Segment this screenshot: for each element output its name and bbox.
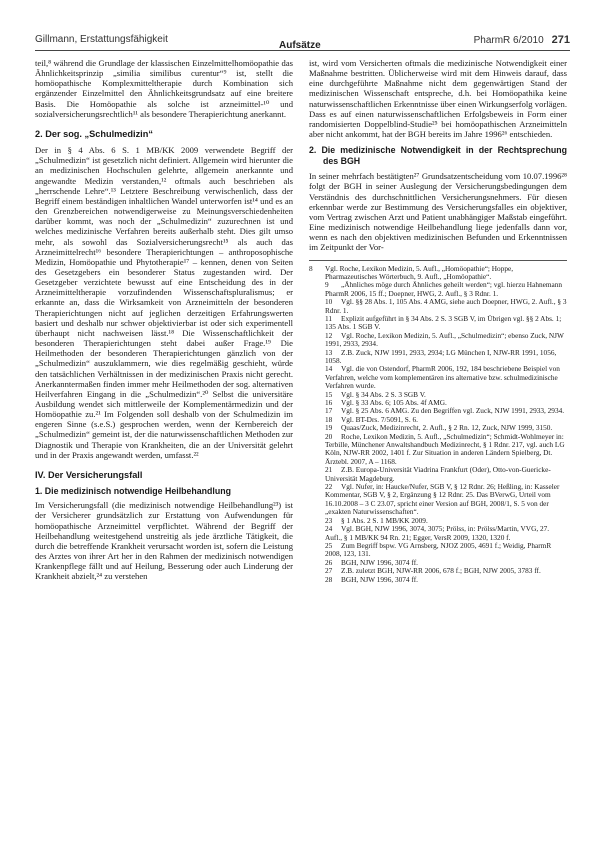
paragraph: ist, wird vom Versicherten oftmals die medizinische Notwendigkeit einer Maßnahme bestritten. Üblicherweise wird mit dem Hinweis darauf, dass eine durchgeführte Maßnahme nicht dem gegenwärtigen Stand der medizinischen Wissenschaft entspreche, d.h. bei Homöopathika keine naturwissenschaftlichen Erkenntnisse über einen Wirkungserfolg vorlägen. Dass es auf einen naturwissenschaftlichen Erfolgsbeweis in Form einer randomisierten Doppelblind-Studie²⁵ bei homöopathischen Arzneimitteln aber nicht ankommt, hat der BGH bereits im Jahre 1996²⁶ entschieden. [309, 58, 567, 140]
footnote [309, 281, 567, 298]
footnote-text: „Ähnliches möge durch Ähnliches geheilt werden“; vgl. hierzu Hahnemann PharmR 2006, 15 ff.; Doepner, HWG, 2. Aufl., § 3 Rdnr. 1. [325, 280, 563, 298]
footnote-number: 16 [325, 398, 333, 407]
footnote [309, 466, 567, 483]
footnote-number: 23 [325, 515, 333, 525]
footnote-number: 17 [325, 406, 333, 416]
footnote [309, 265, 567, 282]
footnote [309, 433, 567, 467]
footnotes [309, 265, 567, 584]
paragraph: In seiner mehrfach bestätigten²⁷ Grundsatzentscheidung vom 10.07.1996²⁸ folgt der BGH in seiner Auslegung der Versicherungsbedingungen dem Verständnis des durchschnittlichen Versicherungsnehmers. Für diesen erkennbar werde zur Bestimmung des Versicherungsfalles ein objektiver, vom Vertrag zwischen Arzt und Patient unabhängiger Maßstab eingeführt. Eine medizinisch notwendige Heilbehandlung liege jedenfalls dann vor, wenn es nach den objektiven medizinischen Befunden und Erkenntnissen im Zeitpunkt der Vor- [309, 171, 567, 253]
paragraph: Im Versicherungsfall (die medizinisch notwendige Heilbehandlung²³) ist der Versicherer grundsätzlich zur Erstattung von Aufwendungen für homöopathische Arzneimittel verpflichtet. Während der Begriff der Heilbehandlung weitestgehend unstreitig als jede ärztliche Tätigkeit, die durch die betreffende Krankheit verursacht worden ist, sofern die Leistung des Arztes von ihrer Art her in den Rahmen der medizinisch notwendigen Krankenpflege fällt und auf Heilung, Besserung oder auch Linderung der Krankheit abzielt,²⁴ zu verstehen [35, 500, 293, 582]
footnote-text: Vgl. § 25 Abs. 6 AMG. Zu den Begriffen vgl. Zuck, NJW 1991, 2933, 2934. [341, 406, 565, 416]
journal-citation [474, 34, 570, 46]
subsection-heading: 1. Die medizinisch notwendige Heilbehandlung [35, 486, 231, 497]
footnote-number: 27 [325, 566, 333, 576]
footnote-text: Vgl. § 33 Abs. 6; 105 Abs. 4f AMG. [341, 398, 447, 407]
footnote [309, 542, 567, 559]
footnote-number: 24 [325, 524, 333, 534]
footnote-text: Vgl. BGH, NJW 1996, 3074, 3075; Prölss, in: Prölss/Martin, VVG, 27. Aufl., § 1 MB/KK 94 Rn. 21; Egger, VersR 2009, 1320, 1320 f. [325, 524, 550, 542]
footnote-text: Vgl. Nufer, in: Haucke/Nufer, SGB V, § 12 Rdnr. 26; Heßling, in: Kasseler Kommentar, SGB V, § 2, Ergänzung § 12 Rdnr. 25. Das BVerwG, Urteil vom 16.10.2008 – 3 C 23.07, spricht einer Version auf BGH, 2008/1, S. 5 von der „exakten Naturwissenschaften“. [325, 482, 560, 517]
footnote-number: 25 [325, 540, 333, 550]
footnote-text: Vgl. BT-Drs. 7/5091, S. 6. [341, 414, 418, 424]
running-header [35, 32, 570, 52]
footnote-number: 8 [309, 263, 313, 273]
footnote-text: Vgl. §§ 28 Abs. 1, 105 Abs. 4 AMG, siehe auch Doepner, HWG, 2. Aufl., § 3 Rdnr. 1. [325, 297, 567, 315]
section-heading: 2. Der sog. „Schulmedizin“ [35, 128, 153, 139]
right-column [309, 58, 567, 584]
footnote [309, 576, 567, 584]
footnote-text: Roche, Lexikon Medizin, 5. Aufl., „Schulmedizin“; Schmidt-Wohlmeyer in: Terbille, Münchener Anwaltshandbuch Medizinrecht, § 1 Rdnr. 217, vgl. auch LG Köln, NJW-RR 2002, 1401 f. Zur Situation in anderen Ländern Spielberg, Dt. Ärztebl. 2007, A – 1168. [325, 431, 565, 466]
section-label: Aufsätze [279, 40, 321, 51]
running-header-author: Gillmann, Erstattungsfähigkeit [35, 34, 168, 45]
footnote [309, 332, 567, 349]
footnote [309, 365, 567, 390]
subsection-heading: 2. Die medizinische Notwendigkeit in der Rechtsprechung des BGH [309, 145, 567, 167]
footnote-text: Vgl. Roche, Lexikon Medizin, 5. Aufl., „Schulmedizin“; ebenso Zuck, NJW 1991, 2933, 2934. [325, 330, 564, 349]
footnote-number: 15 [325, 389, 333, 399]
footnote-number: 26 [325, 557, 333, 567]
footnote-number: 11 [325, 313, 333, 323]
footnote [309, 315, 567, 332]
footnote [309, 483, 567, 517]
footnote-text: Vgl. § 34 Abs. 2 S. 3 SGB V. [341, 389, 426, 399]
paragraph: Der in § 4 Abs. 6 S. 1 MB/KK 2009 verwendete Begriff der „Schulmedizin“ ist gesetzlich nicht definiert. Allgemein wird hierunter die an medizinischen Hochschulen gelehrte, allgemein anerkannte und angewandte Medizin verstanden,¹² oftmals auch beschrieben als „herrschende Lehre“.¹³ Letztere Beschreibung verwischenlich, dass der Begriff einem beständigen inhaltlichen Wandel unterworfen ist¹⁴ und es an den Grenzbereichen notwendigerweise zu Meinungsverschiedenheiten darüber kommt, was noch der „Schulmedizin“ zuzurechnen ist und welches medizinische Verfahren bereits außerhalb steht. Dies gilt umso mehr, als sowohl das Sozialversicherungsrecht¹⁵ als auch das Arzneimittelrecht¹⁶ besondere Therapierichtungen – anthroposophische Medizin, Homöopathie und Phytotherapie¹⁷ – kennen, denen von Seiten des Gesetzgebers ein besonderer Status zugestanden wird. Der Gesetzgeber verzichtete bewusst auf eine Entscheidung des in der Arzneimitteltherapie vorzufindenden Wissenschaftspluralismus; er erkannte an, dass die Wirksamkeit von Arzneimitteln der besonderen Therapierichtungen nicht auf jeglichen derzeitigen Erfahrungswerten basiert und deshalb nur schwer objektivierbar ist oder sich experimentell überhaupt nicht nachweisen lässt.¹⁸ Die Wissenschaftlichkeit der besonderen Therapierichtungen steht dabei außer Frage.¹⁹ Die Heilmethoden der besonderen Therapierichtungen gänzlich von der „Schulmedizin“ auszuklammern, wie dies regelmäßig geschieht, würde den tatsächlichen Verhältnissen in der medizinischen Praxis nicht gerecht. Anerkanntermaßen finden immer mehr Heilmethoden der sog. alternativen Heilverfahren Eingang in die „Schulmedizin“.²⁰ Selbst die universitäre Ausbildung wendet sich mittlerweile der Komplementärmedizin und der Homöopathie zu.²¹ Im Folgenden soll deshalb von der Schulmedizin im engeren Sinne (s.e.S.) gesprochen werden, wenn der Kernbereich der „Schulmedizin“ gemeint ist, der die naturwissenschaftlichen Methoden zur Diagnostik und Therapie von Krankheiten, die an der Universität gelehrt und in der Praxis angewandt werden, umfasst.²² [35, 145, 293, 460]
left-column [35, 58, 293, 582]
footnote-text: Z.B. zuletzt BGH, NJW-RR 2006, 678 f.; BGH, NJW 2005, 3783 ff. [341, 566, 541, 576]
footnote-number: 20 [325, 431, 333, 441]
header-rule [35, 50, 570, 51]
footnote-text: Z.B. Europa-Universität Viadrina Frankfurt (Oder), Otto-von-Guericke-Universität Magdeburg. [325, 465, 551, 483]
footnote-text: BGH, NJW 1996, 3074 ff. [341, 574, 418, 584]
footnote [309, 298, 567, 315]
footnote-text: Quaas/Zuck, Medizinrecht, 2. Aufl., § 2 Rn. 12, Zuck, NJW 1999, 3150. [341, 423, 553, 433]
footnote-text: Vgl. Roche, Lexikon Medizin, 5. Aufl., „Homöopathie“; Hoppe, Pharmazeutisches Wörterbuch, 9. Aufl., „Homöopathie“. [325, 263, 514, 281]
footnote-rule [309, 260, 567, 261]
section-heading: IV. Der Versicherungsfall [35, 469, 143, 480]
footnote-text: BGH, NJW 1996, 3074 ff. [341, 557, 418, 567]
footnote-number: 12 [325, 330, 333, 340]
footnote [309, 349, 567, 366]
footnote-number: 9 [325, 280, 329, 290]
journal-issue: PharmR 6/2010 [473, 35, 544, 46]
footnote-text: Vgl. die von Ostendorf, PharmR 2006, 192, 184 beschriebene Beispiel von Verfahren, welche vom komplementären ins alternative bzw. schulmedizinische Verfahren wurde. [325, 364, 560, 391]
footnote-number: 22 [325, 482, 333, 492]
footnote-number: 10 [325, 297, 333, 307]
footnote-number: 19 [325, 423, 333, 433]
footnote-text: Explizit aufgeführt in § 34 Abs. 2 S. 3 SGB V, im Übrigen vgl. §§ 2 Abs. 1; 135 Abs. 1 SGB V. [325, 313, 562, 332]
footnote-number: 14 [325, 364, 333, 374]
footnote-text: § 1 Abs. 2 S. 1 MB/KK 2009. [341, 515, 428, 525]
footnote-number: 28 [325, 574, 333, 584]
paragraph: teil,⁸ während die Grundlage der klassischen Einzelmittelhomöopathie das Ähnlichkeitsprinzip „similia similibus curentur“⁹ ist, stellt die homöopathische Komplexmitteltherapie durch Kombination sich ergänzender Einzelmittel den Ähnlichkeitsgrundsatz auf eine breitere Basis. Die Homöopathie als solche ist arzneimittel-¹⁰ und sozialversicherungsrechtlich¹¹ als besondere Therapierichtung anerkannt. [35, 58, 293, 119]
page-number: 271 [551, 34, 570, 46]
footnote-number: 21 [325, 465, 333, 475]
footnote-text: Zum Begriff bspw. VG Arnsberg, NJOZ 2005, 4691 f.; Weidig, PharmR 2008, 123, 131. [325, 540, 552, 559]
footnote [309, 525, 567, 542]
footnote-number: 18 [325, 414, 333, 424]
footnote-text: Z.B. Zuck, NJW 1991, 2933, 2934; LG München I, NJW-RR 1991, 1056, 1058. [325, 347, 557, 365]
footnote-number: 13 [325, 347, 333, 357]
